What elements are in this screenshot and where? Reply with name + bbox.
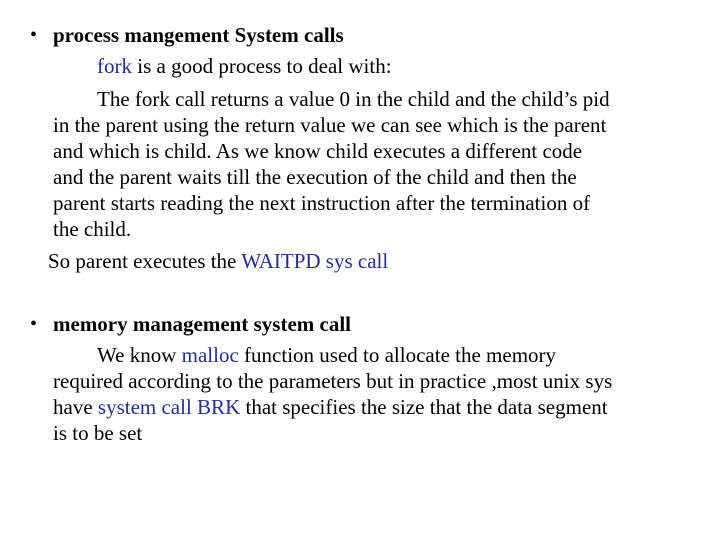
waitpd-line-text: So parent executes the bbox=[48, 249, 242, 273]
paragraph-line: and which is child. As we know child executes a different code bbox=[53, 139, 583, 163]
paragraph-line: required according to the parameters but in practice ,most unix sys bbox=[53, 369, 613, 393]
malloc-line-text: We know bbox=[97, 343, 182, 367]
term-system-call-brk: system call BRK bbox=[97, 395, 241, 419]
brk-line bbox=[53, 394, 608, 420]
brk-line-rest: that specifies the size that the data segment bbox=[240, 395, 608, 419]
bullet-marker: • bbox=[30, 313, 38, 335]
term-malloc: malloc bbox=[181, 343, 239, 367]
paragraph-line: the child. bbox=[53, 217, 132, 241]
bullet-heading-process-management: process mangement System calls bbox=[53, 23, 344, 47]
brk-line-text: have bbox=[53, 395, 98, 419]
fork-intro-rest: is a good process to deal with: bbox=[132, 54, 392, 78]
waitpd-line bbox=[48, 248, 388, 274]
bullet-heading-memory-management: memory management system call bbox=[53, 312, 351, 336]
fork-intro-line bbox=[97, 53, 392, 79]
paragraph-line: is to be set bbox=[53, 421, 143, 445]
term-waitpd: WAITPD sys call bbox=[241, 249, 389, 273]
paragraph-line: parent starts reading the next instruction after the termination of bbox=[53, 191, 591, 215]
bullet-marker: • bbox=[30, 24, 38, 46]
malloc-line-rest: function used to allocate the memory bbox=[238, 343, 557, 367]
paragraph-line: and the parent waits till the execution of the child and then the bbox=[53, 165, 577, 189]
paragraph-line: The fork call returns a value 0 in the child and the child’s pid bbox=[97, 87, 610, 111]
malloc-line bbox=[97, 342, 556, 368]
paragraph-line: in the parent using the return value we can see which is the parent bbox=[53, 113, 607, 137]
term-fork: fork bbox=[97, 54, 132, 78]
